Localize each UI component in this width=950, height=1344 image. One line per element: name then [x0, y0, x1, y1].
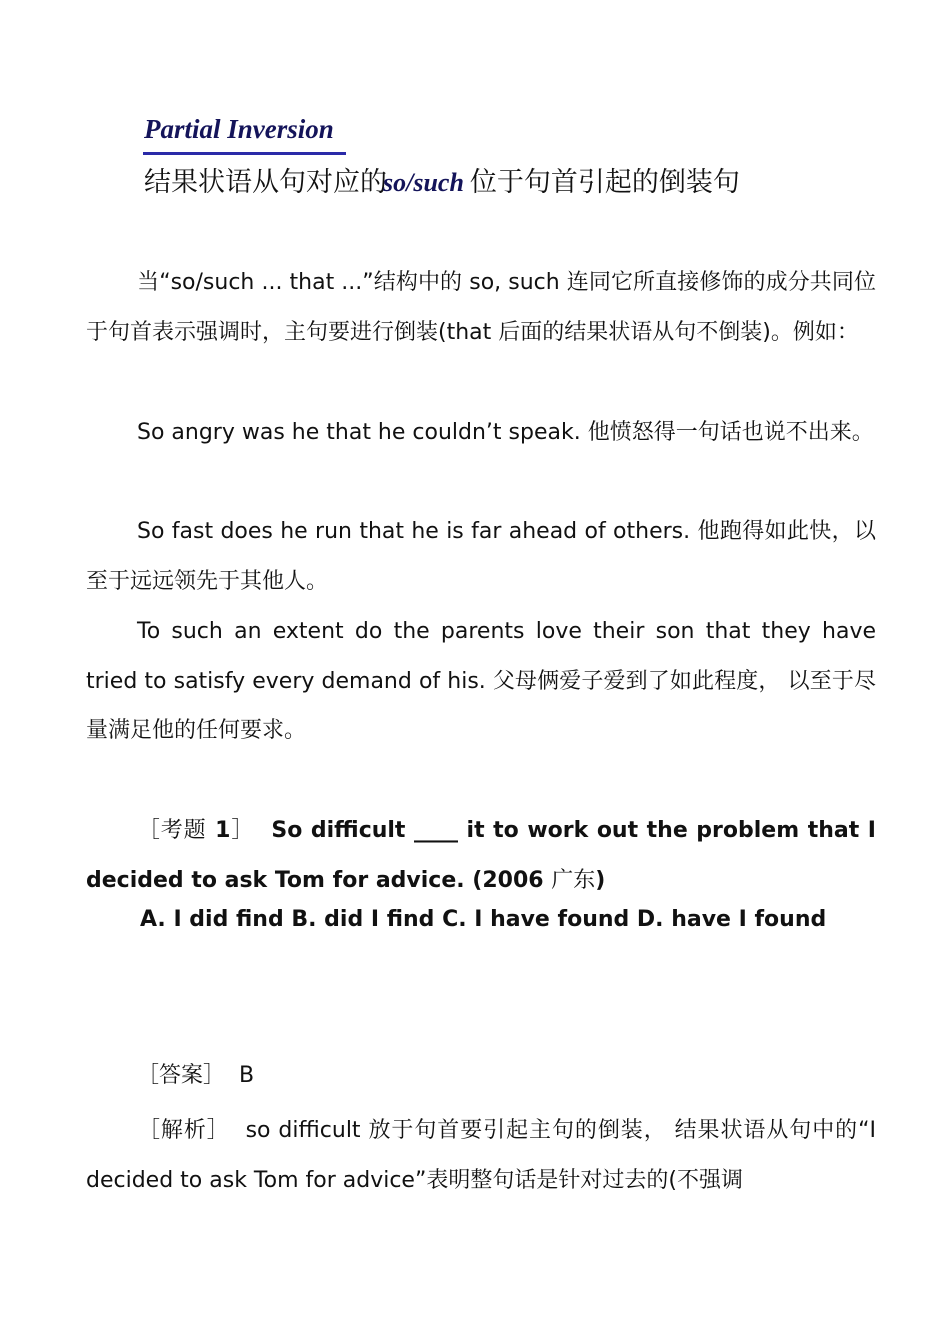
question-text: So difficult ____ it to work out the problem that I decided to ask Tom for advice. (2006 [86, 818, 876, 893]
section-subtitle [144, 160, 740, 199]
title-underline [143, 152, 346, 155]
section-title: Partial Inversion [144, 114, 334, 144]
answer-value: B [239, 1063, 255, 1088]
intro-paragraph [86, 258, 876, 357]
question-label-end: ］ [230, 818, 255, 843]
question-number: 1 [215, 818, 231, 843]
question-close: ) [595, 867, 606, 893]
question-label: ［考题 [137, 818, 207, 843]
example-2-text: So fast does he run that he is far ahead of others. 他跑得如此快，以至于远远领先于其他人。 [86, 519, 876, 594]
example-3 [86, 607, 876, 756]
example-3-text: To such an extent do the parents love their son that they have tried to satisfy every demand of his. 父母俩爱子爱到了如此程度， 以至于尽量满足他的任何要求。 [86, 619, 876, 744]
example-1: So angry was he that he couldn’t speak. 他愤怒得一句话也说不出来。 [137, 420, 874, 445]
answer-label: ［答案］ [137, 1063, 226, 1088]
exam-question [86, 806, 876, 905]
question-region: 广东 [551, 867, 596, 893]
subtitle-suffix: 位于句首引起的倒装句 [469, 167, 740, 198]
example-2 [86, 507, 876, 606]
subtitle-keyword: so/such [383, 168, 464, 197]
explanation-paragraph [86, 1106, 876, 1205]
answer-line [137, 1058, 254, 1089]
explanation-label: ［解析］ [137, 1118, 230, 1143]
intro-text: 当“so/such ... that ...”结构中的 so, such 连同它所直接修饰的成分共同位于句首表示强调时，主句要进行倒装(that 后面的结果状语从句不倒装)。例如： [86, 270, 876, 345]
subtitle-prefix: 结果状语从句对应的 [144, 167, 387, 198]
explanation-text: so difficult 放于句首要引起主句的倒装， 结果状语从句中的“I decided to ask Tom for advice”表明整句话是针对过去的(不强调 [86, 1118, 876, 1193]
answer-options: A. I did find B. did I find C. I have found D. have I found [140, 907, 827, 932]
